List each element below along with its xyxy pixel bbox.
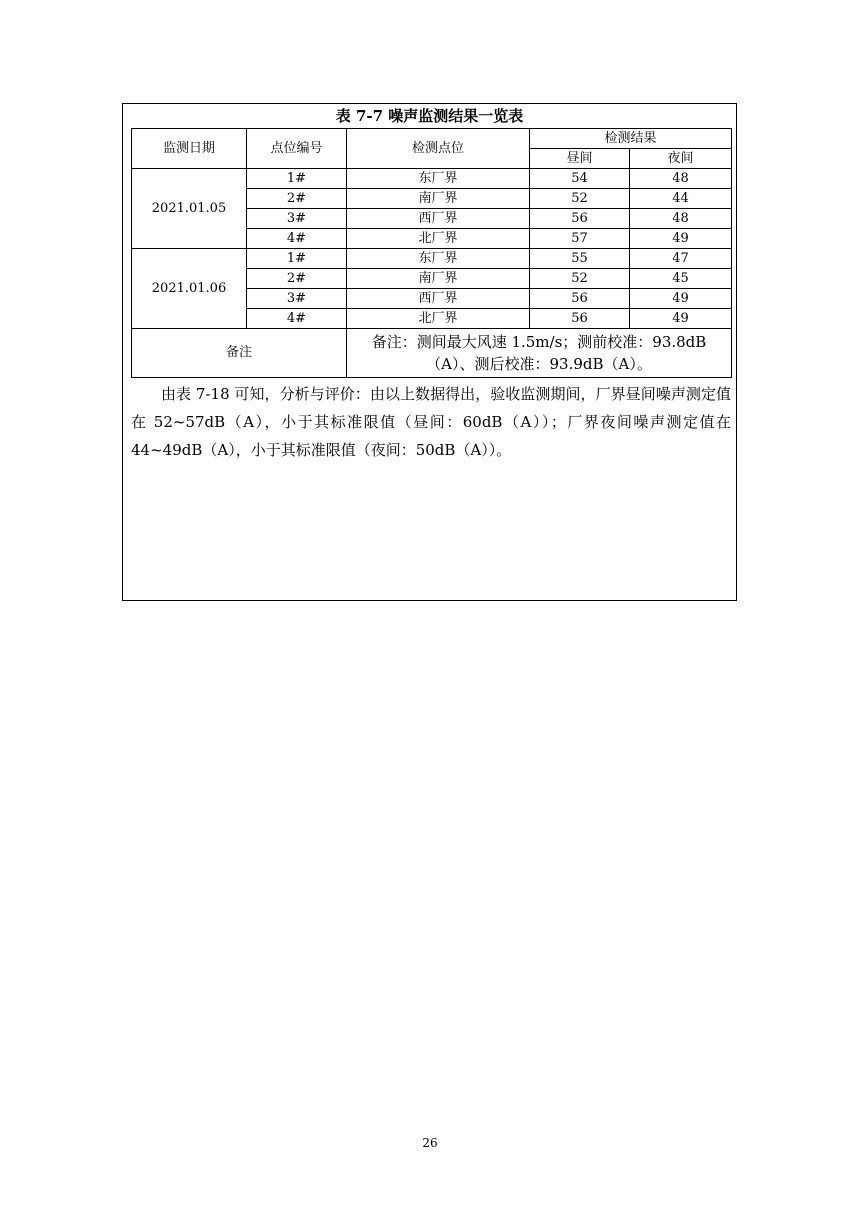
remark-line-1: 备注：测间最大风速 1.5m/s；测前校准：93.8dB [371,333,707,351]
header-point-id: 点位编号 [247,129,347,169]
analysis-paragraph: 由表 7-18 可知，分析与评价：由以上数据得出，验收监测期间，厂界昼间噪声测定值在 52~57dB（A），小于其标准限值（昼间：60dB（A））；厂界夜间噪声测定值在 44~49dB（A），小于其标准限值（夜间：50dB（A））。 [131,385,731,459]
noise-results-table [131,128,732,378]
point-location: 东厂界 [347,169,530,189]
night-value: 47 [630,249,732,269]
night-value: 45 [630,269,732,289]
point-location: 西厂界 [347,289,530,309]
night-value: 49 [630,229,732,249]
day-value: 55 [530,249,630,269]
table-row [132,249,732,269]
point-id: 4# [247,229,347,249]
night-value: 44 [630,189,732,209]
point-id: 2# [247,269,347,289]
day-value: 54 [530,169,630,189]
header-night: 夜间 [630,149,732,169]
group-date: 2021.01.05 [132,169,247,249]
point-location: 北厂界 [347,229,530,249]
night-value: 49 [630,289,732,309]
point-id: 3# [247,209,347,229]
header-day: 昼间 [530,149,630,169]
point-id: 4# [247,309,347,329]
group-date: 2021.01.06 [132,249,247,329]
point-location: 西厂界 [347,209,530,229]
day-value: 57 [530,229,630,249]
point-id: 1# [247,169,347,189]
header-location: 检测点位 [347,129,530,169]
table-header-row [132,129,732,149]
night-value: 49 [630,309,732,329]
point-location: 东厂界 [347,249,530,269]
header-date: 监测日期 [132,129,247,169]
table-row [132,169,732,189]
point-location: 北厂界 [347,309,530,329]
header-result: 检测结果 [530,129,732,149]
remark-label: 备注 [132,329,347,378]
table-title: 表 7-7 噪声监测结果一览表 [335,107,524,125]
remark-row [132,329,732,378]
point-location: 南厂界 [347,189,530,209]
content-frame [122,103,737,601]
point-id: 1# [247,249,347,269]
day-value: 56 [530,289,630,309]
night-value: 48 [630,209,732,229]
day-value: 56 [530,309,630,329]
remark-line-2: （A）、测后校准：93.9dB（A）。 [426,355,652,373]
day-value: 52 [530,189,630,209]
day-value: 56 [530,209,630,229]
night-value: 48 [630,169,732,189]
remark-text [347,329,732,378]
point-id: 2# [247,189,347,209]
point-id: 3# [247,289,347,309]
day-value: 52 [530,269,630,289]
page-number: 26 [422,1136,438,1150]
point-location: 南厂界 [347,269,530,289]
